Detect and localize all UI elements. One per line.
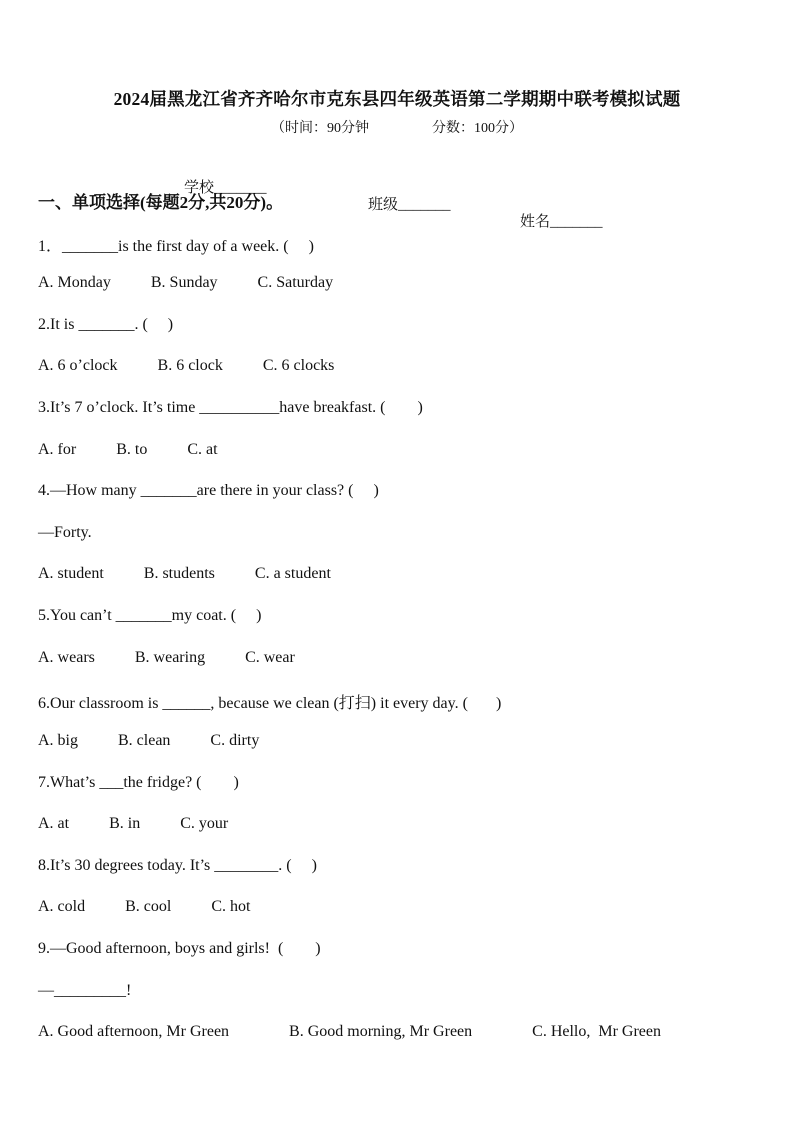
question-options-1: A. Monday B. Sunday C. Saturday [38, 274, 334, 291]
question-stem-4: 4.—How many _______are there in your class? ( ) [38, 482, 379, 499]
question-stem-2: 2.It is _______. ( ) [38, 316, 174, 333]
question-options-2: A. 6 o’clock B. 6 clock C. 6 clocks [38, 357, 335, 374]
question-stem-5: 5.You can’t _______my coat. ( ) [38, 607, 262, 624]
question-answer-line-9: —_________! [38, 982, 132, 999]
question-options-8: A. cold B. cool C. hot [38, 898, 251, 915]
section-title: 一、单项选择(每题2分,共20分)。 [38, 193, 284, 212]
exam-title: 2024届黑龙江省齐齐哈尔市克东县四年级英语第二学期期中联考模拟试题 [113, 89, 681, 109]
question-options-4: A. student B. students C. a student [38, 565, 331, 582]
question-stem-1: 1．_______is the first day of a week. ( ) [38, 238, 314, 255]
exam-subtitle: （时间：90分钟 分数：100分） [271, 121, 523, 136]
question-answer-line-4: —Forty. [38, 524, 92, 541]
question-stem-9: 9.—Good afternoon, boys and girls! ( ) [38, 940, 321, 957]
school-field: 学校_______ [184, 180, 267, 196]
class-field: 班级_______ [368, 197, 451, 213]
question-options-7: A. at B. in C. your [38, 815, 229, 832]
question-stem-8: 8.It’s 30 degrees today. It’s ________. ( ) [38, 857, 317, 874]
question-stem-7: 7.What’s ___the fridge? ( ) [38, 774, 239, 791]
name-field: 姓名_______ [520, 214, 603, 230]
question-options-3: A. for B. to C. at [38, 441, 218, 458]
question-stem-3: 3.It’s 7 o’clock. It’s time __________have breakfast. ( ) [38, 399, 423, 416]
question-options-9: A. Good afternoon, Mr Green B. Good morning, Mr Green C. Hello, Mr Green [38, 1023, 661, 1040]
question-options-6: A. big B. clean C. dirty [38, 732, 260, 749]
question-options-5: A. wears B. wearing C. wear [38, 649, 295, 666]
question-stem-6: 6.Our classroom is ______, because we clean (打扫) it every day. ( ) [38, 695, 502, 712]
